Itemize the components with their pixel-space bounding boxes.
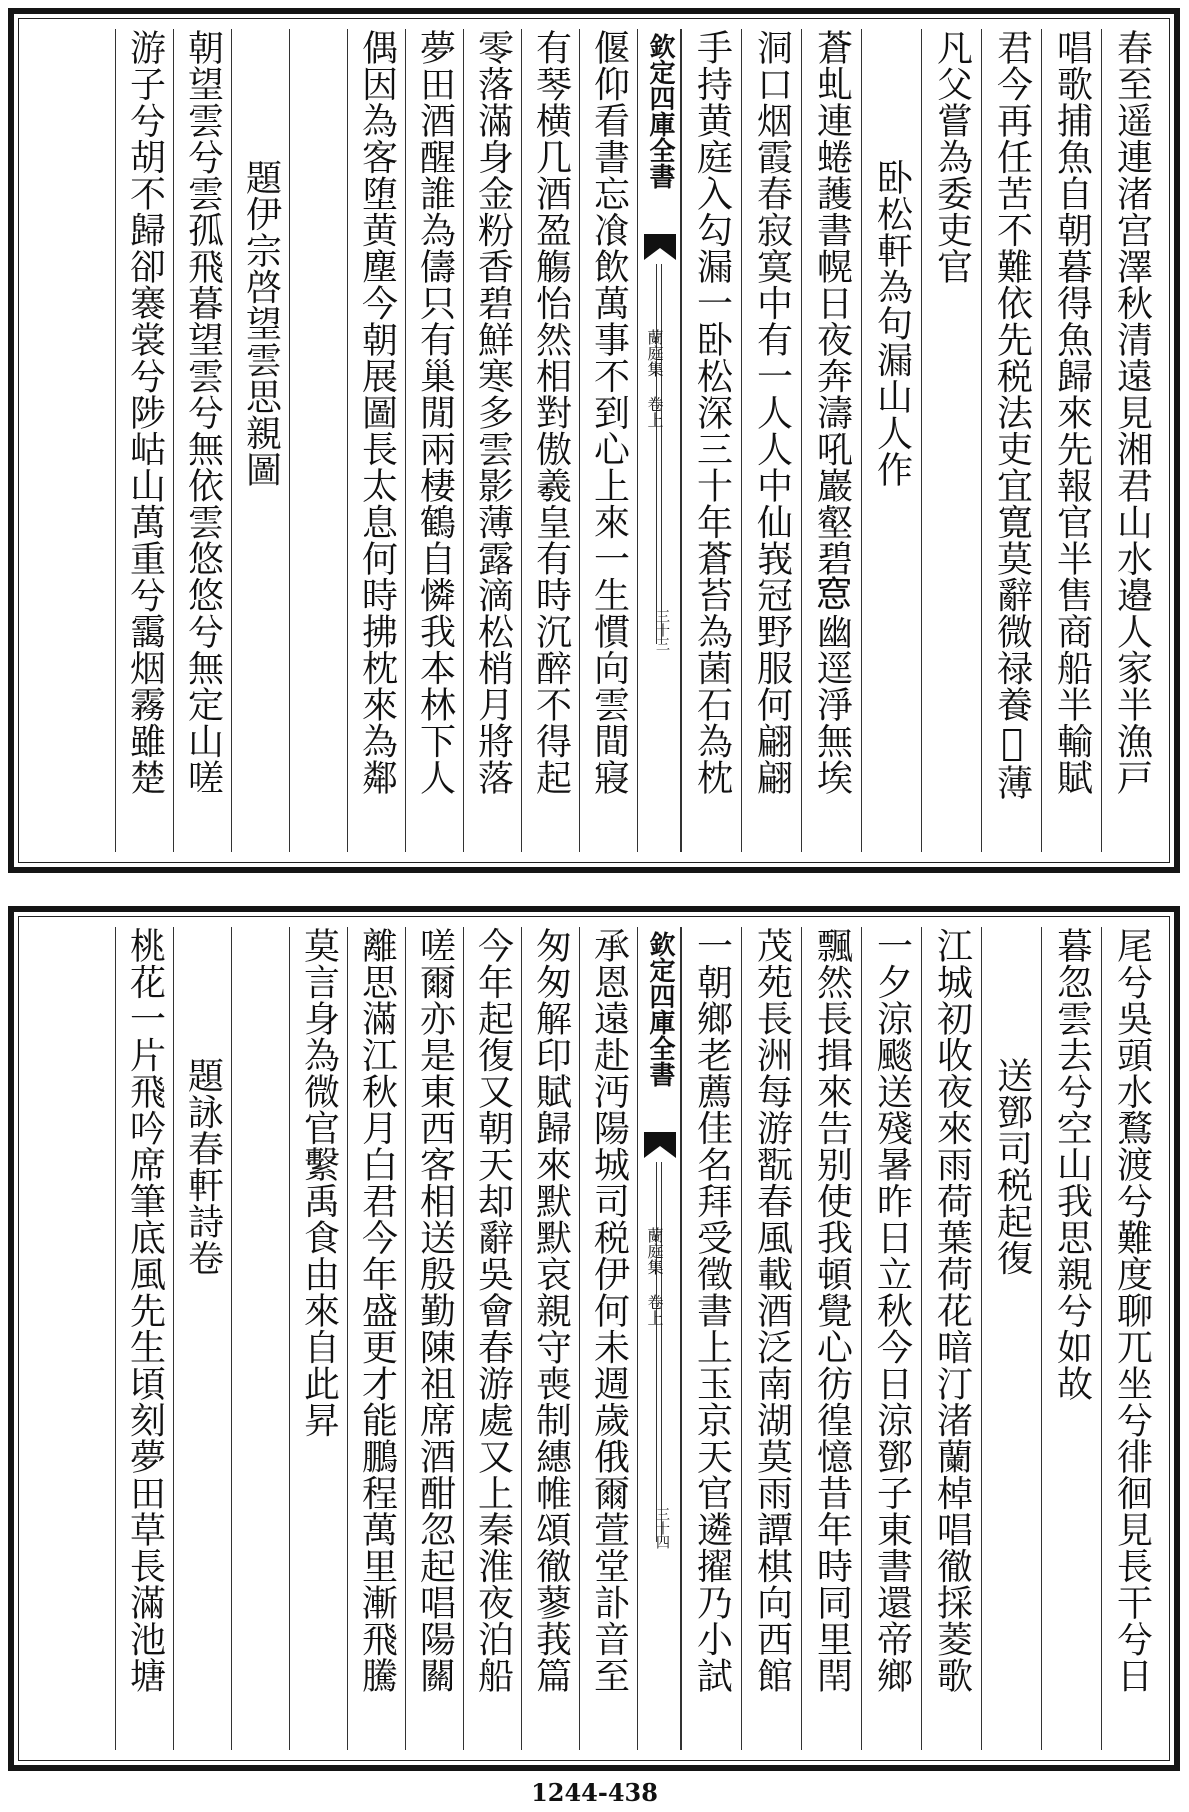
column-text: 尾兮吳頭水鶩渡兮難度聊兀坐兮徘徊見長干兮日 bbox=[1111, 927, 1153, 1694]
center-page-number: 三十四 bbox=[654, 1507, 670, 1549]
column-text: 承恩遠赴沔陽城司税伊何未週歲俄爾萱堂訃音至 bbox=[588, 927, 630, 1694]
text-column bbox=[521, 29, 579, 852]
column-text: 莫言身為微官繫禹食由來自此昇 bbox=[298, 927, 340, 1438]
text-column bbox=[741, 29, 801, 852]
text-column bbox=[347, 927, 405, 1750]
text-column bbox=[1041, 927, 1101, 1750]
column-text: 有琴横几酒盈觴怡然相對傲羲皇有時沉醉不得起 bbox=[530, 29, 572, 796]
text-column bbox=[115, 927, 173, 1750]
column-text: 手持黄庭入勾漏一卧松深三十年蒼苔為菌石為枕 bbox=[691, 29, 733, 796]
column-text: 題伊宗啓望雲思親圖 bbox=[240, 159, 282, 488]
column-text: 飄然長揖來告别使我頓覺心彷徨憶昔年時同里閈 bbox=[811, 927, 853, 1694]
bottom-page-panel bbox=[8, 906, 1180, 1771]
text-column bbox=[463, 29, 521, 852]
column-text: 一朝鄉老薦佳名拜受徵書上玉京天官遴擢乃小試 bbox=[691, 927, 733, 1694]
center-rule bbox=[656, 1162, 662, 1542]
text-column bbox=[1041, 29, 1101, 852]
column-text: 春至遥連渚宫澤秋清遠見湘君山水邉人家半漁戸 bbox=[1111, 29, 1153, 796]
column-text: 凡父嘗為委吏官 bbox=[931, 29, 973, 285]
column-text bbox=[290, 29, 347, 852]
text-column bbox=[981, 927, 1041, 1750]
text-column bbox=[1101, 29, 1161, 852]
column-text: 桃花一片飛吟席筆底風先生頃刻夢田草長滿池塘 bbox=[124, 927, 166, 1694]
column-text: 洞口烟霞春寂寞中有一人人中仙峩冠野服何翩翩 bbox=[751, 29, 793, 796]
column-text: 卧松軒為句漏山人作 bbox=[871, 159, 913, 488]
text-column bbox=[405, 29, 463, 852]
text-column bbox=[921, 927, 981, 1750]
text-column bbox=[1101, 927, 1161, 1750]
text-column bbox=[347, 29, 405, 852]
text-column bbox=[921, 29, 981, 852]
center-book-title: 欽定四庫全書 bbox=[645, 931, 675, 1087]
fishtail-mark bbox=[644, 234, 676, 260]
center-margin-column bbox=[637, 927, 681, 1750]
text-column bbox=[289, 927, 347, 1750]
top-page-frame bbox=[18, 18, 1170, 863]
text-column bbox=[289, 29, 347, 852]
text-column bbox=[579, 29, 637, 852]
column-text bbox=[232, 927, 289, 1750]
column-text: 暮忽雲去兮空山我思親兮如故 bbox=[1051, 927, 1093, 1402]
text-column bbox=[861, 29, 921, 852]
text-column bbox=[801, 29, 861, 852]
center-rule bbox=[656, 264, 662, 644]
center-volume-label: 蘭庭集 卷上 bbox=[645, 329, 664, 428]
fishtail-mark bbox=[644, 1132, 676, 1158]
center-book-title: 欽定四庫全書 bbox=[645, 33, 675, 189]
column-text: 匆匆解印賦歸來默默哀親守喪制繐帷頌徹蓼莪篇 bbox=[530, 927, 572, 1694]
column-text: 偃仰看書忘飡飲萬事不到心上來一生慣向雲間寢 bbox=[588, 29, 630, 796]
bottom-page-frame bbox=[18, 916, 1170, 1761]
column-text: 茂苑長洲每游翫春風載酒泛南湖莫雨譚棋向西館 bbox=[751, 927, 793, 1694]
text-column bbox=[231, 927, 289, 1750]
center-page-number: 三十三 bbox=[654, 609, 670, 651]
column-text: 游子兮胡不歸卻褰裳兮陟岵山萬重兮靄烟霧雖楚 bbox=[124, 29, 166, 796]
column-text: 蒼虬連蜷䕶書幌日夜奔濤吼巖壑碧𥦗幽逕淨無埃 bbox=[811, 29, 853, 796]
text-column bbox=[681, 927, 741, 1750]
column-text: 嗟爾亦是東西客相送殷勤陳祖席酒酣忽起唱陽關 bbox=[414, 927, 456, 1694]
text-column bbox=[405, 927, 463, 1750]
column-text: 送鄧司税起復 bbox=[991, 1057, 1033, 1276]
text-column bbox=[861, 927, 921, 1750]
column-text: 題詠春軒詩卷 bbox=[182, 1057, 224, 1276]
text-column bbox=[521, 927, 579, 1750]
page-footer-number: 1244-438 bbox=[531, 1778, 658, 1807]
column-text: 唱歌捕魚自朝暮得魚歸來先報官半售商船半輸賦 bbox=[1051, 29, 1093, 796]
center-volume-label: 蘭庭集 卷上 bbox=[645, 1227, 664, 1326]
column-text: 夢田酒醒誰為儔只有巢閒兩棲鶴自憐我本林下人 bbox=[414, 29, 456, 796]
text-column bbox=[173, 29, 231, 852]
text-column bbox=[681, 29, 741, 852]
column-text: 朝望雲兮雲孤飛暮望雲兮無依雲悠悠兮無定山嗟 bbox=[182, 29, 224, 796]
text-column bbox=[579, 927, 637, 1750]
text-column bbox=[981, 29, 1041, 852]
column-text: 今年起復又朝天却辭吳會春游處又上秦淮夜泊船 bbox=[472, 927, 514, 1694]
text-column bbox=[115, 29, 173, 852]
column-text: 離思滿江秋月白君今年盛更才能鵬程萬里漸飛騰 bbox=[356, 927, 398, 1694]
text-column bbox=[741, 927, 801, 1750]
text-column bbox=[463, 927, 521, 1750]
column-text: 零落滿身金粉香碧鮮寒多雲影薄露滴松梢月將落 bbox=[472, 29, 514, 796]
column-text: 江城初收夜來雨荷葉荷花暗汀渚蘭棹唱徹採菱歌 bbox=[931, 927, 973, 1694]
column-text: 偶因為客堕黄塵今朝展圖長太息何時拂枕來為鄰 bbox=[356, 29, 398, 796]
center-margin-column bbox=[637, 29, 681, 852]
text-column bbox=[173, 927, 231, 1750]
column-text: 君今再任苦不難依先税法吏宜寛莫辭微禄養𫊸薄 bbox=[991, 29, 1033, 801]
text-column bbox=[801, 927, 861, 1750]
top-page-panel bbox=[8, 8, 1180, 873]
text-column bbox=[231, 29, 289, 852]
column-text: 一夕涼颷送殘暑昨日立秋今日涼鄧子東書還帝鄉 bbox=[871, 927, 913, 1694]
